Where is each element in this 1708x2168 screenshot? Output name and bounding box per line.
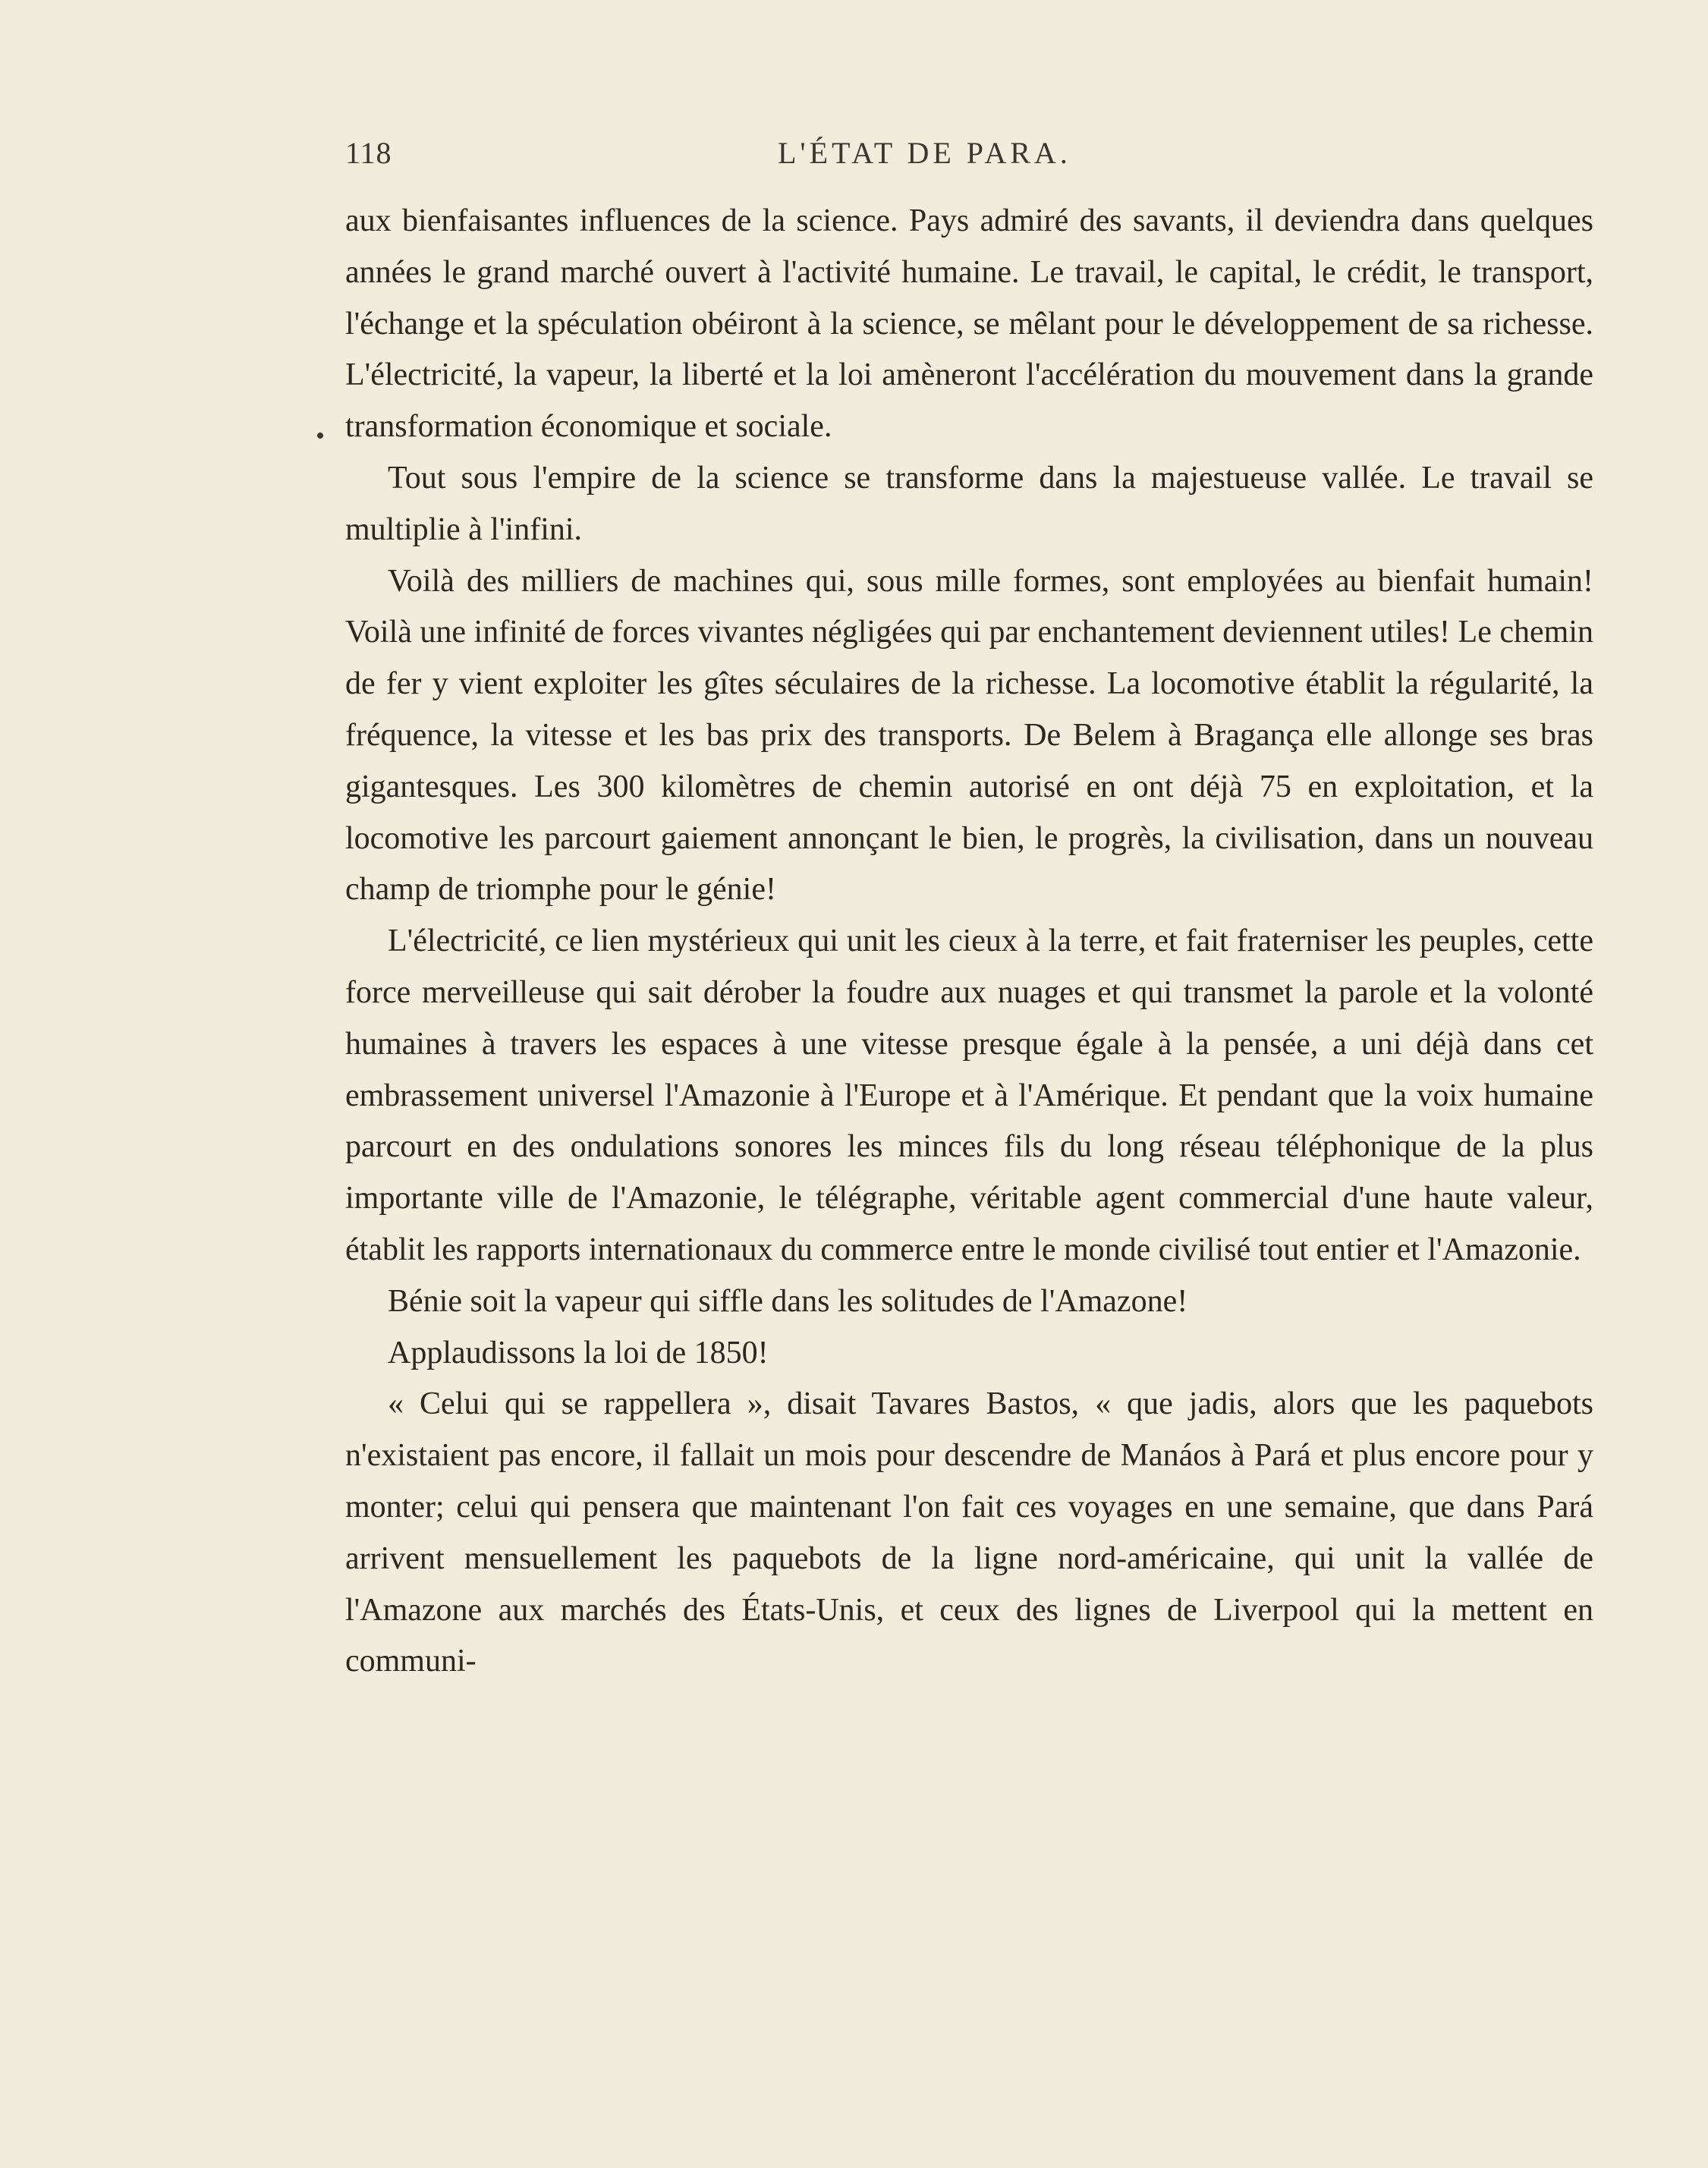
- paragraph: Applaudissons la loi de 1850!: [388, 1335, 769, 1370]
- margin-mark: [317, 433, 323, 439]
- body-text: [345, 196, 1593, 1688]
- page-header: [345, 135, 1593, 181]
- paragraph: Tout sous l'empire de la science se transforme dans la majestueuse vallée. Le travail se multiplie à l'infini.: [345, 460, 1593, 547]
- running-title: L'ÉTAT DE PARA.: [778, 136, 1071, 170]
- paragraph: Voilà des milliers de machines qui, sous mille formes, sont employées au bienfait humain! Voilà une infinité de forces vivantes négligées qui par enchantement deviennent utiles! Le chemin de fer y vient exploiter les gîtes séculaires de la richesse. La locomotive établit la régularité, la fréquence, la vitesse et les bas prix des transports. De Belem à Bragança elle allonge ses bras gigantesques. Les 300 kilomètres de chemin autorisé en ont déjà 75 en exploitation, et la locomotive les parcourt gaiement annonçant le bien, le progrès, la civilisation, dans un nouveau champ de triomphe pour le génie!: [345, 563, 1593, 908]
- paragraph: Bénie soit la vapeur qui siffle dans les solitudes de l'Amazone!: [388, 1283, 1188, 1319]
- paragraph: aux bienfaisantes influences de la science. Pays admiré des savants, il deviendra dans quelques années le grand marché ouvert à l'activité humaine. Le travail, le capital, le crédit, le transport, l'échange et la spéculation obéiront à la science, se mêlant pour le développement de sa richesse. L'électricité, la vapeur, la liberté et la loi amèneront l'accélération du mouvement dans la grande transformation économique et sociale.: [345, 203, 1593, 445]
- paragraph: « Celui qui se rappellera », disait Tavares Bastos, « que jadis, alors que les paquebots n'existaient pas encore, il fallait un mois pour descendre de Manáos à Pará et plus encore pour y monter; celui qui pensera que maintenant l'on fait ces voyages en une semaine, que dans Pará arrivent mensuellement les paquebots de la ligne nord-américaine, qui unit la vallée de l'Amazone aux marchés des États-Unis, et ceux des lignes de Liverpool qui la mettent en communi-: [345, 1386, 1593, 1679]
- page-number: 118: [345, 136, 392, 170]
- paragraph: L'électricité, ce lien mystérieux qui unit les cieux à la terre, et fait fraterniser les peuples, cette force merveilleuse qui sait dérober la foudre aux nuages et qui transmet la parole et la volonté humaines à travers les espaces à une vitesse presque égale à la pensée, a uni déjà dans cet embrassement universel l'Amazonie à l'Europe et à l'Amérique. Et pendant que la voix humaine parcourt en des ondulations sonores les minces fils du long réseau téléphonique de la plus importante ville de l'Amazonie, le télégraphe, véritable agent commercial d'une haute valeur, établit les rapports internationaux du commerce entre le monde civilisé tout entier et l'Amazonie.: [345, 924, 1593, 1267]
